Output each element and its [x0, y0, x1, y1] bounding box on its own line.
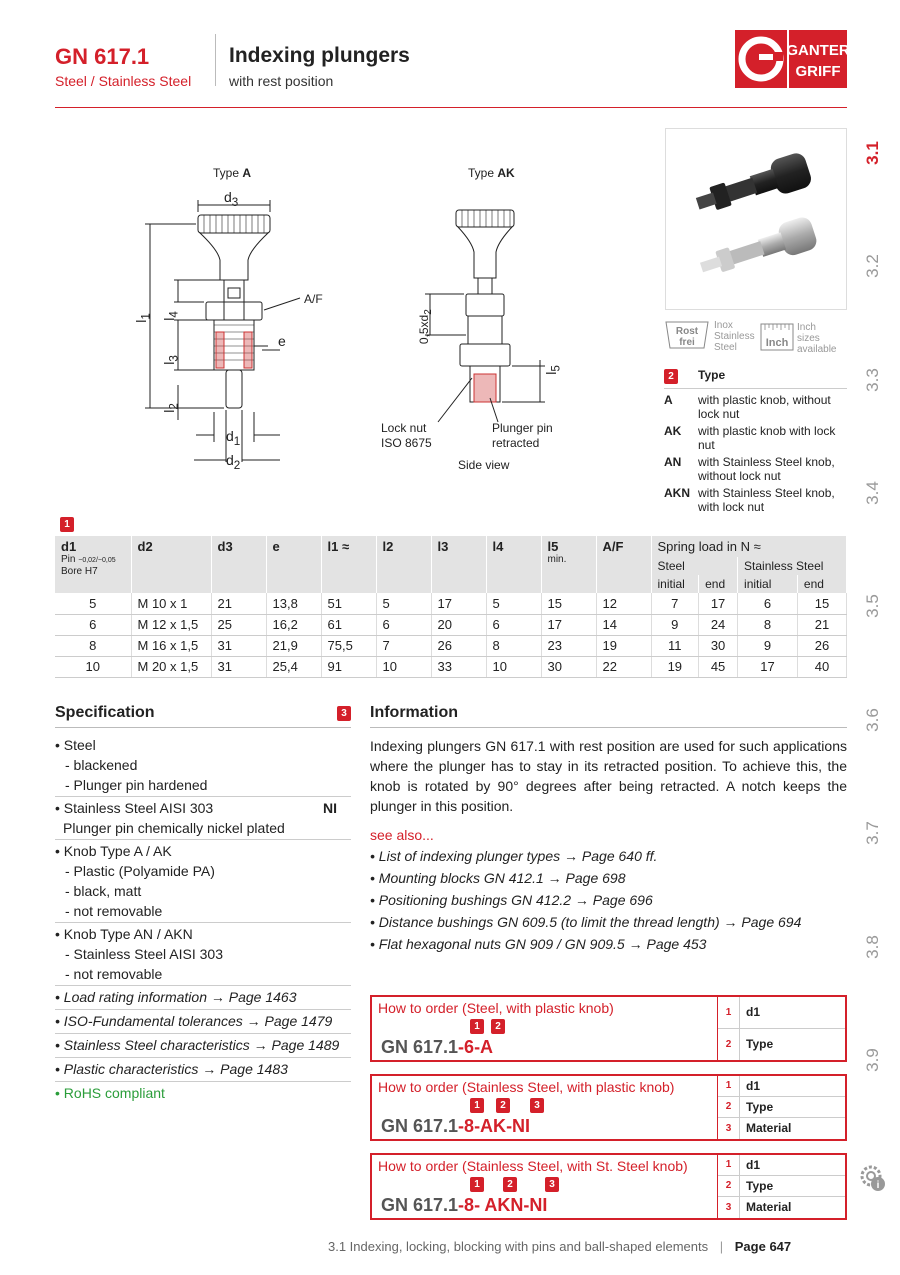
table-cell: 51: [321, 593, 376, 614]
marker-3: 3: [337, 706, 351, 721]
table-cell: M 12 x 1,5: [131, 614, 211, 635]
svg-text:i: i: [876, 1180, 880, 1191]
order-label: How to order (Stainless Steel, with plastic knob): [378, 1079, 675, 1095]
order-marker: 1: [470, 1019, 484, 1034]
tab-3-7[interactable]: 3.7: [863, 821, 882, 845]
dim-l2: $l_2$: [160, 403, 181, 413]
table-cell: 8: [738, 614, 798, 635]
table-cell: 6: [738, 593, 798, 614]
table-cell: 31: [211, 656, 266, 677]
type-a-label: Type A: [213, 166, 252, 180]
table-cell: 9: [738, 635, 798, 656]
table-cell: 14: [596, 614, 651, 635]
tab-3-5[interactable]: 3.5: [863, 594, 882, 618]
table-cell: 5: [55, 593, 131, 614]
table-cell: 17: [541, 614, 596, 635]
header-divider: [215, 34, 216, 86]
col-steel-initial: initial: [651, 575, 699, 593]
marker-1: 1: [60, 514, 74, 532]
table-cell: 7: [651, 593, 699, 614]
col-ss-initial: initial: [738, 575, 798, 593]
table-cell: 31: [211, 635, 266, 656]
table-cell: 24: [699, 614, 738, 635]
table-cell: 17: [431, 593, 486, 614]
order-code: GN 617.1-8- AKN-NI: [381, 1195, 548, 1215]
dimension-table: [55, 536, 847, 678]
table-cell: 10: [486, 656, 541, 677]
ganter-logo: [735, 30, 847, 88]
table-cell: 33: [431, 656, 486, 677]
see-also-link[interactable]: • Positioning bushings GN 412.2 → Page 696: [370, 892, 653, 908]
rostfrei-icon: [664, 318, 710, 350]
table-cell: 8: [486, 635, 541, 656]
table-row: [55, 635, 847, 656]
header-rule: [55, 107, 847, 108]
col-e: e: [266, 536, 321, 593]
order-box-stainless-steel-knob: [370, 1153, 847, 1220]
order-marker: 1: [470, 1177, 484, 1192]
dim-af: A/F: [304, 292, 323, 306]
page-title: Indexing plungers: [229, 44, 410, 67]
table-cell: 30: [541, 656, 596, 677]
lock-nut-label: Lock nut ISO 8675: [381, 421, 432, 450]
type-table-header: 2 Type: [664, 368, 847, 389]
information-section: [370, 701, 847, 955]
inox-label: Inox Stainless Steel: [714, 320, 755, 353]
marker-2: 2: [664, 369, 678, 384]
product-material: Steel / Stainless Steel: [55, 73, 192, 89]
table-cell: 19: [651, 656, 699, 677]
order-marker: 2: [496, 1098, 510, 1113]
tab-3-8[interactable]: 3.8: [863, 935, 882, 959]
table-cell: 26: [431, 635, 486, 656]
settings-info-icon[interactable]: [858, 1162, 886, 1192]
table-cell: 13,8: [266, 593, 321, 614]
footer: 3.1 Indexing, locking, blocking with pins and ball-shaped elements | Page 647: [328, 1239, 792, 1254]
dim-l3: $l_3$: [160, 355, 181, 365]
order-code: GN 617.1-8-AK-NI: [381, 1116, 531, 1136]
spec-link-stainless[interactable]: • Stainless Steel characteristics → Page 1489: [55, 1034, 351, 1058]
spec-link-load-rating[interactable]: • Load rating information → Page 1463: [55, 986, 351, 1010]
page-subtitle: with rest position: [229, 73, 334, 89]
side-view-label: Side view: [458, 458, 510, 472]
table-cell: 75,5: [321, 635, 376, 656]
tab-3-1[interactable]: 3.1: [863, 141, 882, 165]
rostfrei-badge: [664, 318, 710, 350]
information-text: Indexing plungers GN 617.1 with rest position are used for such applications where the plunger has to stay in its retracted position. To achieve this, the knob is rotated by 90° degrees after being retracted. A notch keeps the plunger in this position.: [370, 738, 847, 814]
col-stainless: Stainless Steel: [738, 557, 847, 575]
dim-l4: $l_4$: [160, 311, 181, 321]
inch-label: Inch sizes available: [797, 322, 837, 355]
col-d1: d1 Pin −0,02/−0,05 Bore H7: [55, 536, 131, 593]
table-cell: 10: [376, 656, 431, 677]
table-cell: 19: [596, 635, 651, 656]
tab-3-9[interactable]: 3.9: [863, 1048, 882, 1072]
col-d3: d3: [211, 536, 266, 593]
table-cell: 12: [596, 593, 651, 614]
table-cell: 40: [797, 656, 846, 677]
table-cell: 17: [699, 593, 738, 614]
product-photo: [665, 128, 847, 310]
tab-3-4[interactable]: 3.4: [863, 481, 882, 505]
table-cell: 15: [797, 593, 846, 614]
frei-text: frei: [679, 337, 695, 348]
logo-icon: [735, 30, 847, 88]
specification-section: [55, 701, 351, 1105]
col-l3: l3: [431, 536, 486, 593]
order-legend: 1 d1 2 Type: [717, 997, 845, 1060]
table-cell: 11: [651, 635, 699, 656]
table-cell: 5: [376, 593, 431, 614]
type-ak-label: Type AK: [468, 166, 515, 180]
order-marker: 2: [491, 1019, 505, 1034]
spec-knob-a: • Knob Type A / AK - Plastic (Polyamide PA) - black, matt - not removable: [55, 840, 351, 923]
footer-section: 3.1 Indexing, locking, blocking with pins and ball-shaped elements: [328, 1239, 709, 1254]
ruler-icon: [760, 322, 794, 352]
see-also-link[interactable]: • List of indexing plunger types → Page 640 ff.: [370, 848, 658, 864]
specification-title: Specification: [55, 704, 155, 721]
order-marker: 2: [503, 1177, 517, 1192]
tab-3-2[interactable]: 3.2: [863, 254, 882, 278]
table-cell: 8: [55, 635, 131, 656]
spec-knob-an: • Knob Type AN / AKN - Stainless Steel AISI 303 - not removable: [55, 923, 351, 986]
order-box-steel: [370, 995, 847, 1062]
plunger-pin-label: Plunger pin retracted: [492, 421, 553, 450]
order-code: GN 617.1-6-A: [381, 1037, 494, 1057]
table-cell: 21: [797, 614, 846, 635]
col-l4: l4: [486, 536, 541, 593]
table-cell: 30: [699, 635, 738, 656]
col-l2: l2: [376, 536, 431, 593]
order-label: How to order (Stainless Steel, with St. Steel knob): [378, 1158, 688, 1174]
dim-d2: $d_2$: [226, 452, 241, 472]
rost-text: Rost: [675, 326, 699, 337]
col-steel-end: end: [699, 575, 738, 593]
product-code: GN 617.1: [55, 44, 150, 69]
spec-steel: • Steel - blackened - Plunger pin hardened: [55, 734, 351, 797]
see-also-label: see also...: [370, 827, 434, 843]
table-cell: 15: [541, 593, 596, 614]
table-cell: 23: [541, 635, 596, 656]
table-cell: 6: [55, 614, 131, 635]
see-also-link[interactable]: • Flat hexagonal nuts GN 909 / GN 909.5 → Page 453: [370, 936, 707, 952]
table-cell: 6: [486, 614, 541, 635]
dim-l1: $l_1$: [132, 313, 153, 323]
order-label: How to order (Steel, with plastic knob): [378, 1000, 614, 1016]
col-d2: d2: [131, 536, 211, 593]
table-cell: 16,2: [266, 614, 321, 635]
order-marker: 1: [470, 1098, 484, 1113]
table-cell: 91: [321, 656, 376, 677]
page-number: Page 647: [734, 1239, 792, 1254]
order-marker: 3: [530, 1098, 544, 1113]
dim-e: e: [278, 333, 286, 349]
tab-3-6[interactable]: 3.6: [863, 708, 882, 732]
table-cell: 61: [321, 614, 376, 635]
type-row: AKN with Stainless Steel knob, with lock nut: [664, 486, 835, 514]
order-marker: 3: [545, 1177, 559, 1192]
col-l1: l1 ≈: [321, 536, 376, 593]
type-row: AN with Stainless Steel knob, without lock nut: [664, 455, 835, 483]
table-cell: 9: [651, 614, 699, 635]
table-cell: 7: [376, 635, 431, 656]
col-spring-load: Spring load in N ≈: [651, 536, 847, 557]
table-cell: 6: [376, 614, 431, 635]
type-table: [664, 368, 847, 517]
dim-l5: $l_5$: [542, 365, 563, 375]
spec-stainless: • Stainless Steel AISI 303 NI Plunger pin chemically nickel plated: [55, 797, 351, 840]
information-title: Information: [370, 704, 458, 721]
table-row: [55, 593, 847, 614]
dim-half-d2: $0,5xd_2$: [416, 309, 435, 345]
table-cell: M 20 x 1,5: [131, 656, 211, 677]
type-row: A with plastic knob, without lock nut: [664, 393, 831, 421]
table-cell: 26: [797, 635, 846, 656]
table-cell: 10: [55, 656, 131, 677]
spec-link-plastic[interactable]: • Plastic characteristics → Page 1483: [55, 1058, 351, 1082]
spec-rohs: • RoHS compliant: [55, 1085, 165, 1101]
dim-d3: $d_3$: [224, 189, 239, 209]
order-legend: 1 d1 2 Type 3 Material: [717, 1155, 845, 1218]
tab-3-3[interactable]: 3.3: [863, 368, 882, 392]
table-cell: M 16 x 1,5: [131, 635, 211, 656]
spec-link-iso[interactable]: • ISO-Fundamental tolerances → Page 1479: [55, 1010, 351, 1034]
order-box-stainless-plastic: [370, 1074, 847, 1141]
table-cell: 21: [211, 593, 266, 614]
see-also-link[interactable]: • Distance bushings GN 609.5 (to limit the thread length) → Page 694: [370, 914, 802, 930]
table-cell: 25: [211, 614, 266, 635]
table-row: [55, 614, 847, 635]
table-cell: M 10 x 1: [131, 593, 211, 614]
table-cell: 17: [738, 656, 798, 677]
table-cell: 25,4: [266, 656, 321, 677]
table-cell: 20: [431, 614, 486, 635]
table-cell: 45: [699, 656, 738, 677]
plunger-photo-icon: [666, 129, 846, 309]
logo-text-griff: GRIFF: [795, 63, 841, 80]
table-cell: 5: [486, 593, 541, 614]
inch-icon-text: Inch: [765, 337, 789, 349]
inch-badge: [760, 322, 794, 352]
col-l5: l5 min.: [541, 536, 596, 593]
table-row: [55, 656, 847, 677]
see-also-link[interactable]: • Mounting blocks GN 412.1 → Page 698: [370, 870, 626, 886]
col-steel: Steel: [651, 557, 738, 575]
col-ss-end: end: [797, 575, 846, 593]
logo-text-ganter: GANTER: [786, 42, 847, 59]
col-af: A/F: [596, 536, 651, 593]
dim-d1: $d_1$: [226, 428, 241, 448]
order-legend: 1 d1 2 Type 3 Material: [717, 1076, 845, 1139]
table-cell: 21,9: [266, 635, 321, 656]
table-cell: 22: [596, 656, 651, 677]
type-row: AK with plastic knob with lock nut: [664, 424, 836, 452]
